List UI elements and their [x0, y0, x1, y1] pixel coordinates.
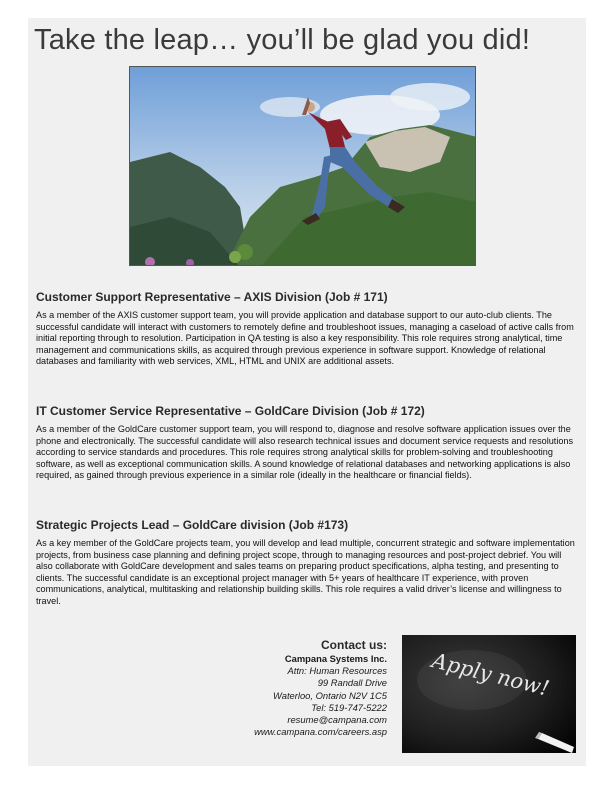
job-posting-173 — [36, 518, 576, 607]
job-title: IT Customer Service Representative – GoldCare Division (Job # 172) — [36, 404, 425, 418]
chalkboard-illustration — [402, 635, 576, 753]
contact-title: Contact us: — [321, 638, 387, 652]
job-posting-172 — [36, 404, 576, 482]
company-name: Campana Systems Inc. — [284, 653, 387, 664]
job-description: As a member of the GoldCare customer support team, you will respond to, diagnose and resolve software application issues over the phone and electronically. The successful candidate will also research technical issues and document service requests and resolutions according to service standards and procedures. This role requires strong analytical skills for problem-solving and troubleshooting software, as well as exceptional communication skills. A sound knowledge of relational databases and networking applications is also required, as gained through previous experience in a similar role (ideally in the healthcare or financial fields). — [36, 424, 573, 480]
hero-photo — [129, 66, 476, 266]
leaping-man-illustration — [130, 67, 476, 266]
contact-email-link[interactable]: resume@campana.com — [287, 714, 387, 726]
job-title: Customer Support Representative – AXIS Division (Job # 171) — [36, 290, 388, 304]
job-title: Strategic Projects Lead – GoldCare division (Job #173) — [36, 518, 349, 532]
chalk-text: Apply now! — [429, 648, 552, 701]
contact-attn: Attn: Human Resources — [287, 665, 387, 677]
job-description: As a member of the AXIS customer support team, you will provide application and database support to our auto-club clients. The successful candidate will interact with customers to remotely define and troubleshoot issues, managing a caseload of active calls from initial reporting through to resolution. Participation in QA testing is also a key responsibility. This role requires strong analytical, time management and communications skills, as acquired through previous experience in software support. Knowledge of relational databases and familiarity with web services, XML, HTML and UNIX are additional assets. — [36, 310, 574, 366]
contact-city: Waterloo, Ontario N2V 1C5 — [273, 689, 387, 701]
page-headline: Take the leap… you’ll be glad you did! — [34, 24, 531, 56]
contact-phone: Tel: 519-747-5222 — [311, 701, 387, 713]
apply-now-chalkboard — [402, 635, 576, 753]
job-posting-171 — [36, 290, 576, 368]
contact-street: 99 Randall Drive — [317, 677, 387, 689]
job-description: As a key member of the GoldCare projects team, you will develop and lead multiple, concurrent strategic and software implementation projects, from business case planning and defining project scope, through to managing resources and post-project debrief. You will also collaborate with GoldCare development and sales teams on preparing product specifications, alpha testing, and presenting to clients. The successful candidate is an exceptional project manager with 5+ years of healthcare IT experience, with proven communications, analytical, multitasking and relationship building skills. This role requires a valid driver’s license and willingness to travel. — [36, 538, 575, 606]
contact-block — [190, 638, 387, 738]
careers-website-link[interactable]: www.campana.com/careers.asp — [254, 726, 387, 738]
